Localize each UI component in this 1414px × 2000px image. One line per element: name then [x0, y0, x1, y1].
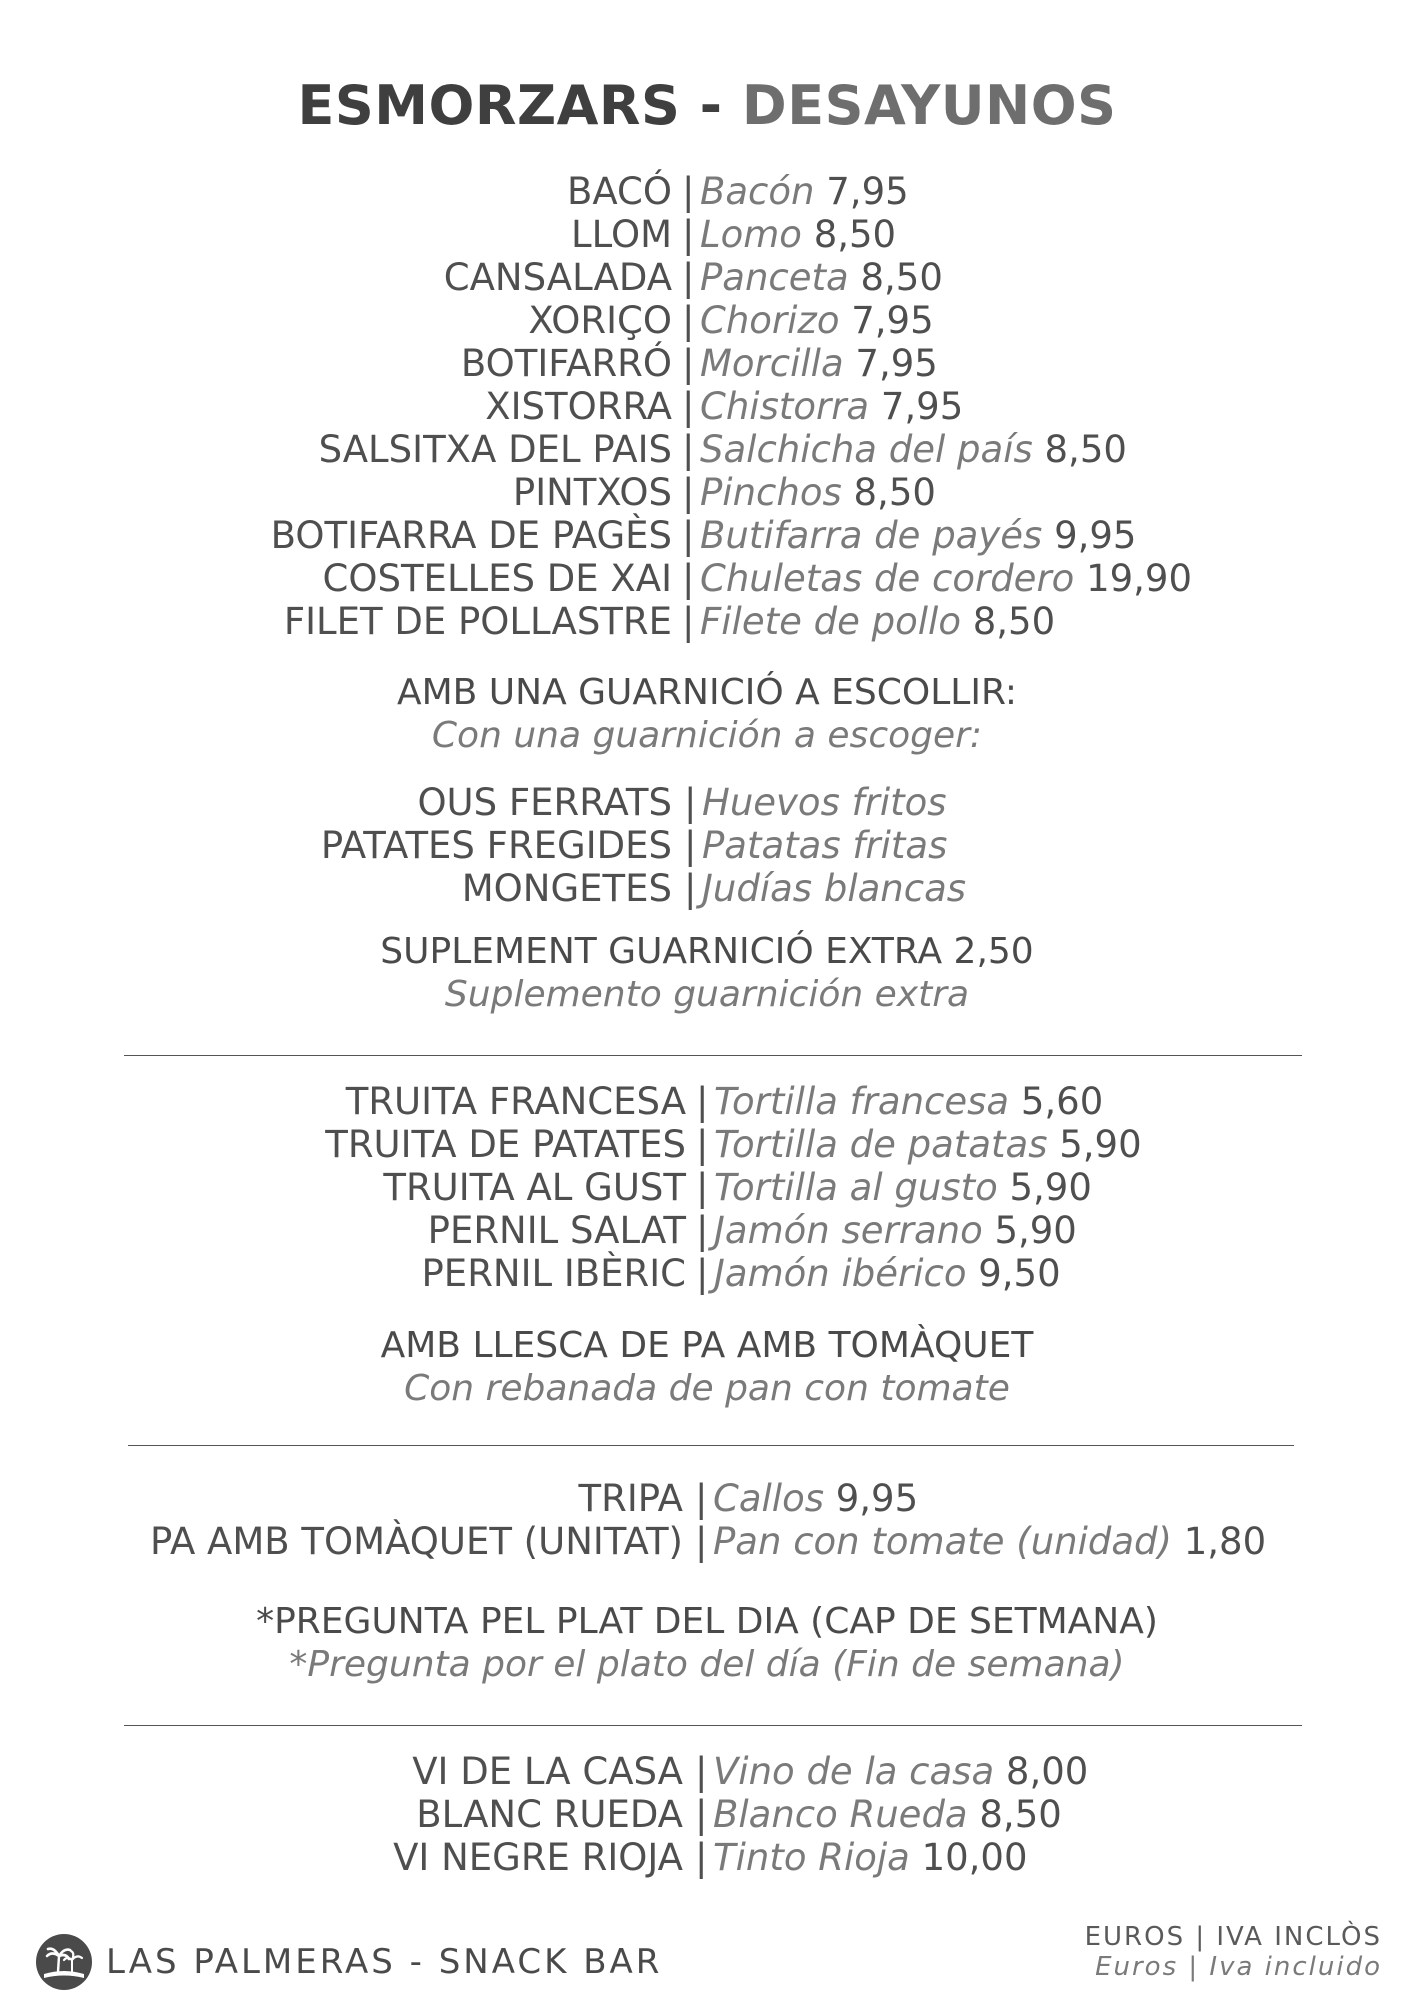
item-name-spanish: Chuletas de cordero [700, 557, 1075, 600]
separator: | [696, 1123, 709, 1166]
item-name-catalan: BLANC RUEDA [416, 1793, 683, 1836]
item-price: 5,90 [994, 1209, 1077, 1252]
menu-item [0, 600, 1414, 643]
menu-item [0, 342, 1414, 385]
item-name-catalan: BOTIFARRÓ [460, 342, 672, 385]
item-name-spanish: Butifarra de payés [700, 514, 1043, 557]
menu-item [0, 514, 1414, 557]
divider [124, 1725, 1302, 1726]
item-name-catalan: LLOM [571, 213, 672, 256]
bread-note [0, 1324, 1414, 1410]
garnish-note [0, 671, 1414, 757]
dish-of-day-spanish: *Pregunta por el plato del día (Fin de semana) [289, 1644, 1125, 1685]
garnish-note-catalan: AMB UNA GUARNICIÓ A ESCOLLIR: [396, 672, 1018, 713]
item-price: 8,50 [860, 256, 943, 299]
item-price: 9,95 [1054, 514, 1137, 557]
item-price: 1,80 [1183, 1520, 1267, 1563]
separator: | [682, 213, 695, 256]
menu-item [0, 781, 1414, 824]
item-name-catalan: PINTXOS [512, 471, 672, 514]
menu-item [0, 299, 1414, 342]
item-name-spanish: Callos [713, 1477, 824, 1520]
item-price: 7,95 [855, 342, 938, 385]
item-name-catalan: FILET DE POLLASTRE [283, 600, 672, 643]
menu-item [0, 256, 1414, 299]
item-name-catalan: TRIPA [578, 1477, 683, 1520]
separator: | [695, 1477, 708, 1520]
section-garnishes [0, 781, 1414, 910]
title-separator: - [680, 74, 742, 137]
menu-item [0, 213, 1414, 256]
menu-item [0, 1477, 1414, 1520]
item-name-spanish: Patatas fritas [702, 824, 948, 867]
separator: | [682, 557, 695, 600]
title-catalan: ESMORZARS [297, 74, 681, 137]
separator: | [684, 867, 697, 910]
item-name-spanish: Jamón serrano [714, 1209, 983, 1252]
item-name-spanish: Pan con tomate (unidad) [713, 1520, 1172, 1563]
item-name-spanish: Chistorra [700, 385, 870, 428]
item-price: 8,00 [1005, 1750, 1089, 1793]
item-name-spanish: Tortilla al gusto [714, 1166, 998, 1209]
item-price: 5,90 [1059, 1123, 1142, 1166]
item-price: 8,50 [813, 213, 897, 256]
brand-name: LAS PALMERAS - SNACK BAR [106, 1942, 663, 1982]
item-price: 7,95 [826, 170, 909, 213]
bread-note-spanish: Con rebanada de pan con tomate [404, 1368, 1010, 1409]
separator: | [696, 1209, 709, 1252]
separator: | [695, 1836, 708, 1879]
item-name-spanish: Vino de la casa [713, 1750, 995, 1793]
item-price: 9,95 [835, 1477, 919, 1520]
supplement-spanish: Suplemento guarnición extra [444, 974, 970, 1015]
item-name-catalan: VI NEGRE RIOJA [393, 1836, 683, 1879]
item-name-spanish: Tortilla francesa [714, 1080, 1010, 1123]
item-name-spanish: Chorizo [700, 299, 840, 342]
page-title [0, 74, 1414, 137]
item-name-spanish: Salchicha del país [700, 428, 1033, 471]
item-price: 10,00 [921, 1836, 1028, 1879]
menu-item [0, 1793, 1414, 1836]
separator: | [682, 514, 695, 557]
item-name-catalan: PERNIL IBÈRIC [421, 1252, 686, 1295]
menu-item [0, 1080, 1414, 1123]
item-name-catalan: SALSITXA DEL PAIS [318, 428, 672, 471]
separator: | [696, 1080, 709, 1123]
item-price: 19,90 [1086, 557, 1193, 600]
item-name-spanish: Jamón ibérico [714, 1252, 967, 1295]
item-name-spanish: Bacón [700, 170, 815, 213]
menu-item [0, 385, 1414, 428]
separator: | [682, 256, 695, 299]
section-meats [0, 170, 1414, 643]
tax-note-catalan: EUROS | IVA INCLÒS [1084, 1922, 1382, 1952]
item-name-spanish: Filete de pollo [700, 600, 961, 643]
separator: | [682, 428, 695, 471]
menu-item [0, 428, 1414, 471]
menu-item [0, 1123, 1414, 1166]
menu-item [0, 1750, 1414, 1793]
item-name-catalan: PA AMB TOMÀQUET (UNITAT) [150, 1520, 683, 1563]
menu-item [0, 1252, 1414, 1295]
item-name-catalan: COSTELLES DE XAI [322, 557, 672, 600]
item-name-catalan: BOTIFARRA DE PAGÈS [270, 514, 672, 557]
item-name-catalan: TRUITA AL GUST [383, 1166, 686, 1209]
separator: | [682, 385, 695, 428]
menu-item [0, 1836, 1414, 1879]
menu-item [0, 471, 1414, 514]
item-name-catalan: OUS FERRATS [417, 781, 672, 824]
item-price: 5,90 [1009, 1166, 1092, 1209]
item-price: 5,60 [1020, 1080, 1104, 1123]
title-spanish: DESAYUNOS [741, 74, 1117, 137]
separator: | [695, 1793, 708, 1836]
menu-item [0, 557, 1414, 600]
separator: | [682, 471, 695, 514]
item-price: 8,50 [853, 471, 936, 514]
divider [128, 1445, 1294, 1446]
item-name-catalan: MONGETES [461, 867, 672, 910]
item-name-spanish: Panceta [700, 256, 849, 299]
separator: | [682, 170, 695, 213]
supplement-catalan: SUPLEMENT GUARNICIÓ EXTRA 2,50 [380, 931, 1034, 972]
item-name-catalan: XORIÇO [528, 299, 672, 342]
divider [124, 1055, 1302, 1056]
menu-item [0, 1209, 1414, 1252]
menu-item [0, 824, 1414, 867]
item-price: 8,50 [1044, 428, 1127, 471]
dish-of-day-note [0, 1600, 1414, 1686]
footer-brand [36, 1934, 662, 1990]
section-omelettes [0, 1080, 1414, 1295]
garnish-note-spanish: Con una guarnición a escoger: [431, 715, 983, 756]
item-name-spanish: Pinchos [700, 471, 842, 514]
item-name-spanish: Morcilla [700, 342, 844, 385]
separator: | [682, 342, 695, 385]
item-name-catalan: CANSALADA [443, 256, 672, 299]
dish-of-day-catalan: *PREGUNTA PEL PLAT DEL DIA (CAP DE SETMANA) [256, 1601, 1158, 1642]
item-name-spanish: Huevos fritos [702, 781, 947, 824]
section-other [0, 1477, 1414, 1563]
menu-item [0, 1520, 1414, 1563]
separator: | [696, 1252, 709, 1295]
separator: | [684, 824, 697, 867]
section-wines [0, 1750, 1414, 1879]
separator: | [695, 1520, 708, 1563]
palm-trees-icon [36, 1934, 92, 1990]
item-name-spanish: Lomo [700, 213, 802, 256]
item-name-spanish: Blanco Rueda [713, 1793, 968, 1836]
item-name-catalan: VI DE LA CASA [412, 1750, 683, 1793]
tax-note-spanish: Euros | Iva incluido [1095, 1952, 1382, 1982]
item-name-catalan: TRUITA DE PATATES [325, 1123, 686, 1166]
item-price: 9,50 [978, 1252, 1061, 1295]
item-name-spanish: Tinto Rioja [713, 1836, 910, 1879]
item-name-catalan: TRUITA FRANCESA [345, 1080, 686, 1123]
menu-item [0, 867, 1414, 910]
tax-note [1085, 1922, 1382, 1982]
item-price: 8,50 [972, 600, 1056, 643]
separator: | [695, 1750, 708, 1793]
item-name-catalan: PATATES FREGIDES [320, 824, 672, 867]
item-name-catalan: BACÓ [566, 170, 672, 213]
menu-item [0, 170, 1414, 213]
item-name-catalan: PERNIL SALAT [427, 1209, 686, 1252]
supplement-note [0, 930, 1414, 1016]
separator: | [684, 781, 697, 824]
item-name-spanish: Tortilla de patatas [714, 1123, 1048, 1166]
item-price: 7,95 [880, 385, 964, 428]
bread-note-catalan: AMB LLESCA DE PA AMB TOMÀQUET [380, 1325, 1034, 1366]
item-price: 7,95 [851, 299, 934, 342]
item-price: 8,50 [979, 1793, 1062, 1836]
separator: | [682, 299, 695, 342]
separator: | [696, 1166, 709, 1209]
menu-item [0, 1166, 1414, 1209]
separator: | [682, 600, 695, 643]
item-name-spanish: Judías blancas [702, 867, 967, 910]
item-name-catalan: XISTORRA [485, 385, 672, 428]
